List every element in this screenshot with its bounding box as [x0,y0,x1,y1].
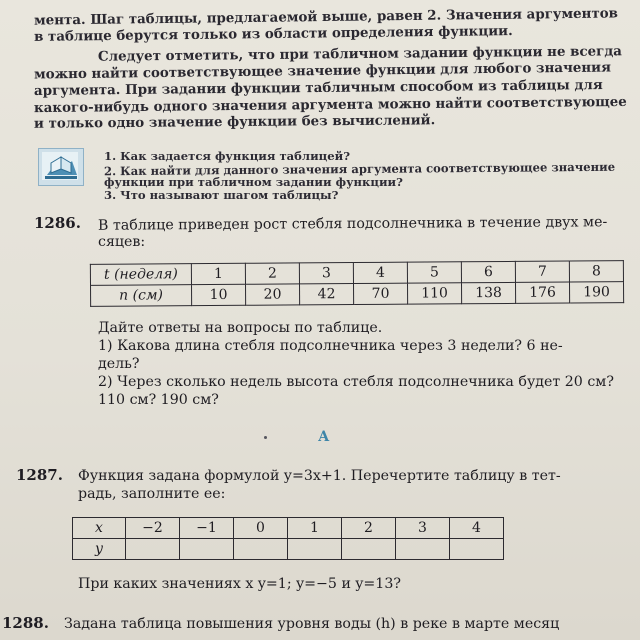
table-header-cell: y [73,539,126,560]
intro-line-7: и только одно значение функции без вычислений. [33,112,436,132]
problem-1288-number: 1288. [2,614,49,632]
intro-line-1: мента. Шаг таблицы, предлагаемой выше, равен 2. Значения аргументов [33,5,619,29]
table-cell: 7 [515,261,569,282]
section-label: А [318,429,330,445]
table-cell [396,539,450,560]
table-cell: 0 [234,518,288,539]
intro-line-3: Следует отметить, что при табличном задании функции не всегда [97,43,622,65]
table-cell: 8 [569,261,623,282]
table-cell: 2 [342,518,396,539]
table-cell [126,539,180,560]
problem-1287-text-1: Функция задана формулой y=3x+1. Перечертите таблицу в тет- [78,468,561,484]
problem-1286-after-3: дель? [98,356,140,372]
problem-1286-text-2: сяцев: [98,234,146,250]
table-cell: 20 [246,284,300,305]
intro-line-4: можно найти соответствующее значение функции для любого значения [33,59,612,83]
intro-line-5: аргумента. При задании функции табличным способом из таблицы для [33,77,603,99]
table-header-cell: t (неделя) [90,264,191,286]
table-cell: 176 [515,282,569,303]
intro-line-6: какого-нибудь одного значения аргумента можно найти соответствующее [33,93,627,117]
problem-1286-number: 1286. [34,214,81,232]
table-cell: 110 [407,283,461,304]
speck [264,436,267,439]
table-cell: 2 [245,263,299,284]
problem-1286-text-1: В таблице приведен рост стебля подсолнечника в течение двух ме- [97,214,608,234]
table-cell: 5 [407,262,461,283]
table-cell [450,539,504,560]
question-1: 1. Как задается функция таблицей? [104,149,351,163]
question-3: 3. Что называют шагом таблицы? [104,188,339,202]
table-cell: 70 [354,283,408,304]
problem-1286-after-2: 1) Какова длина стебля подсолнечника через 3 недели? 6 не- [98,338,563,354]
problem-1287-after: При каких значениях x y=1; y=−5 и y=13? [78,576,401,592]
table-cell: 6 [461,261,515,282]
table-cell: 190 [569,282,623,303]
problem-1286-after-4: 2) Через сколько недель высота стебля подсолнечника будет 20 см? [98,374,614,390]
table-cell: 4 [450,518,504,539]
table-cell: 3 [396,518,450,539]
growth-table [90,260,624,307]
table-cell: 10 [192,284,246,305]
problem-1286-after-5: 110 см? 190 см? [98,392,219,408]
table-cell: 138 [461,282,515,303]
table-row [91,282,624,307]
questions-icon [38,148,84,186]
table-cell: 3 [299,263,353,284]
table-cell: 1 [191,263,245,284]
book-icon [39,149,83,185]
table-header-cell: x [73,518,126,539]
question-2: 2. Как найти для данного значения аргумента соответствующее значение [103,159,616,179]
table-cell [180,539,234,560]
table-cell: 1 [288,518,342,539]
problem-1288-text: Задана таблица повышения уровня воды (h) в реке в марте месяц [64,616,560,632]
table-cell [234,539,288,560]
problem-1287-text-2: радь, заполните ее: [78,486,226,502]
question-2-cont: функции при табличном задании функции? [104,175,403,189]
problem-1286-after-1: Дайте ответы на вопросы по таблице. [98,320,383,336]
table-cell: −1 [180,518,234,539]
table-cell [288,539,342,560]
table-header-cell: n (см) [91,285,192,307]
function-table [72,517,504,560]
table-row [73,539,504,560]
table-cell: 42 [300,284,354,305]
table-cell [342,539,396,560]
table-row [73,518,504,539]
problem-1287-number: 1287. [16,466,63,484]
table-cell: −2 [126,518,180,539]
intro-line-2: в таблице берутся только из области определения функции. [33,23,513,45]
table-cell: 4 [353,262,407,283]
